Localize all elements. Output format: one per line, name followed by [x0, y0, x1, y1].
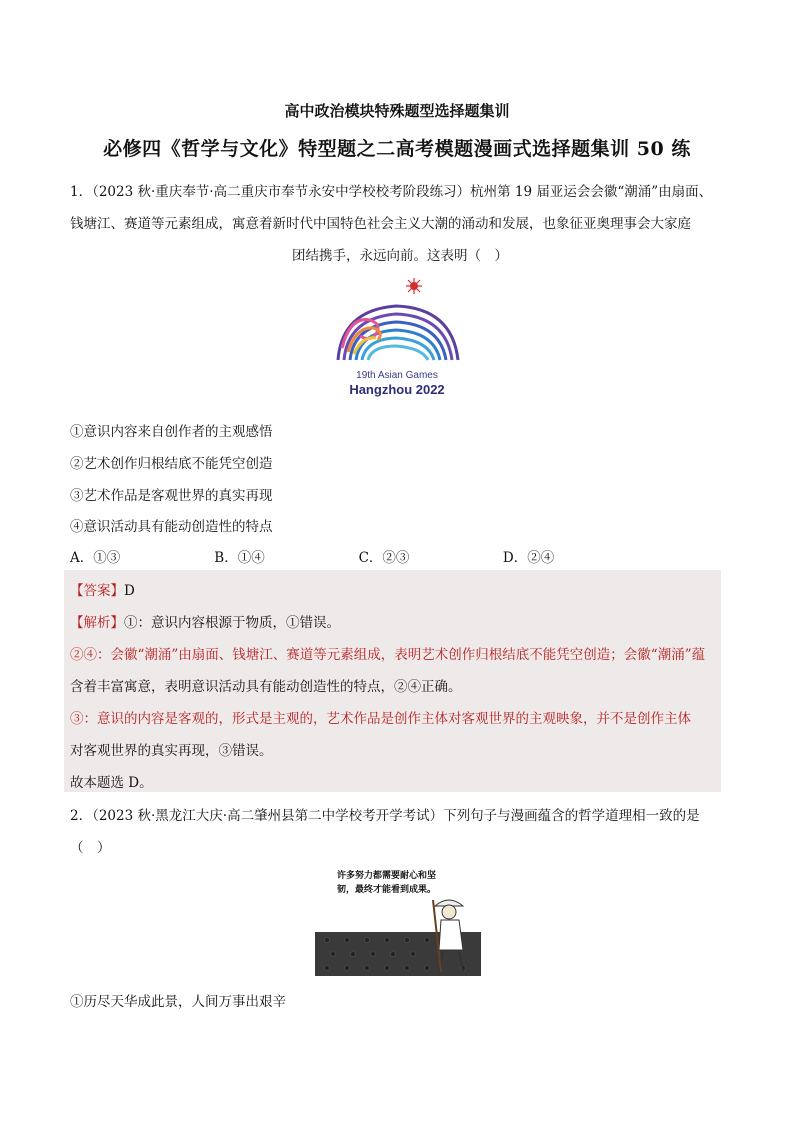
choice-c: C．②③ — [358, 550, 410, 566]
question-1-stem — [70, 176, 730, 272]
question-1-option-4: ④意识活动具有能动创造性的特点 — [70, 519, 273, 535]
answer-value: D — [124, 583, 135, 599]
comic-image — [313, 860, 483, 978]
choice-b: B．①④ — [214, 550, 265, 566]
choice-d: D．②④ — [502, 550, 555, 566]
document-title: 高中政治模块特殊题型选择题集训 — [284, 102, 510, 120]
analysis-line-3a: ③：意识的内容是客观的，形式是主观的，艺术作品是创作主体对客观世界的主观映象，并不是创作主体 — [70, 711, 691, 727]
logo-caption-line-2: Hangzhou 2022 — [349, 382, 445, 397]
question-2-line-2: （ ） — [70, 840, 111, 856]
analysis-line-3b: 对客观世界的真实再现，③错误。 — [70, 743, 273, 759]
question-2-line-1: 2．（2023 秋·黑龙江大庆·高二肇州县第二中学校考开学考试）下列句子与漫画蕴含的哲学道理相一致的是 — [70, 808, 700, 824]
analysis-line-1 — [70, 611, 340, 631]
answer-line — [70, 579, 135, 599]
analysis-label: 【解析】 — [70, 615, 124, 631]
wave-fan-icon — [338, 306, 458, 360]
analysis-conclusion: 故本题选 D。 — [70, 775, 153, 791]
analysis-line-2b: 含着丰富寓意，表明意识活动具有能动创造性的特点，②④正确。 — [70, 679, 462, 695]
sun-icon — [406, 278, 422, 294]
question-1-line-3: 团结携手，永远向前。这表明（ ） — [292, 248, 508, 264]
comic-caption-line-2: 韧，最终才能看到成果。 — [337, 884, 437, 894]
logo-caption-line-1: 19th Asian Games — [356, 370, 438, 381]
comic-caption-line-1: 许多努力都需要耐心和坚 — [337, 870, 437, 880]
choice-a: A．①③ — [70, 550, 121, 566]
question-1-line-1: 1．（2023 秋·重庆奉节·高二重庆市奉节永安中学校校考阶段练习）杭州第 19 届亚运会会徽“潮涌”由扇面、 — [70, 184, 713, 200]
document-subtitle: 必修四《哲学与文化》特型题之二高考模题漫画式选择题集训 50 练 — [103, 138, 691, 160]
asian-games-logo-image — [330, 278, 464, 398]
question-1-choices — [70, 546, 730, 566]
question-1-option-2: ②艺术创作归根结底不能凭空创造 — [70, 456, 273, 472]
question-2-stem — [70, 800, 730, 864]
question-1-option-3: ③艺术作品是客观世界的真实再现 — [70, 488, 273, 504]
answer-label: 【答案】 — [70, 583, 124, 599]
analysis-text-1: ①：意识内容根源于物质，①错误。 — [124, 615, 340, 631]
question-1-line-2: 钱塘江、赛道等元素组成，寓意着新时代中国特色社会主义大潮的涌动和发展，也象征亚奥理事会大家庭 — [70, 216, 691, 232]
question-2-option-1: ①历尽天华成此景，人间万事出艰辛 — [70, 994, 286, 1010]
analysis-line-2a: ②④：会徽“潮涌”由扇面、钱塘江、赛道等元素组成，表明艺术创作归根结底不能凭空创造；会徽“潮涌”蕴 — [70, 647, 706, 663]
question-1-option-1: ①意识内容来自创作者的主观感悟 — [70, 424, 273, 440]
